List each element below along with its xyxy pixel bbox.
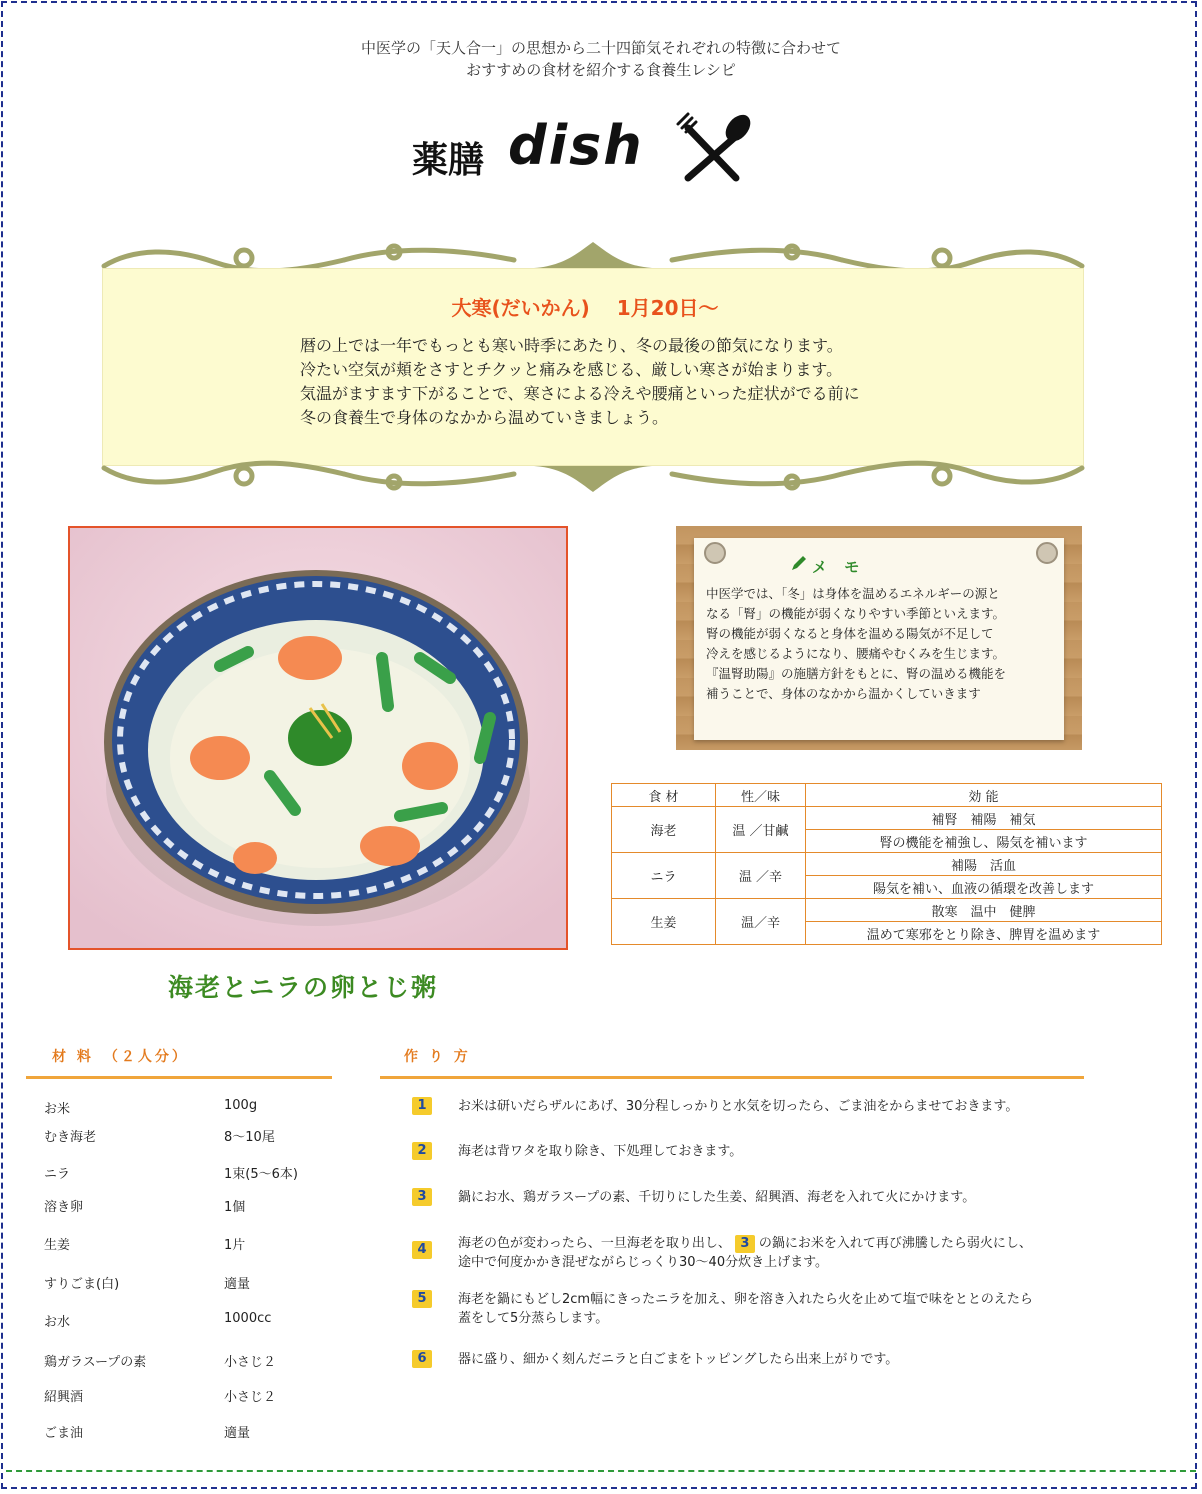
season-title: 大寒(だいかん) 1月20日～ [451,296,719,320]
ingredient-name: 溶き卵 [44,1200,84,1215]
memo-line: 腎の機能が弱くなると身体を温める陽気が不足して [706,626,994,641]
ingredient-row [44,1273,251,1292]
intro-text [0,37,1202,81]
ingredient-name: 生姜 [44,1238,71,1253]
memo-line: 補うことで、身体のなかから温かくしていきます [706,686,981,701]
ingredient-name: お水 [44,1315,71,1330]
step-text [458,1290,1098,1328]
header-nature: 性／味 [716,784,806,807]
table-row [612,807,1162,830]
ingredient-qty: 1片 [224,1238,246,1253]
cell-detail: 温めて寒邪をとり除き、脾胃を温めます [806,922,1162,945]
step-text-part: 蓋をして5分蒸らします。 [458,1311,609,1326]
cell-food: 海老 [612,807,716,853]
step-text: 鍋にお水、鶏ガラスープの素、千切りにした生姜、紹興酒、海老を入れて火にかけます。 [458,1190,976,1205]
ingredient-name: 鶏ガラスープの素 [44,1355,147,1370]
ingredient-row [44,1234,246,1253]
memo-title: メ モ [812,558,866,576]
ingredient-qty: 1束(5～6本) [224,1167,298,1182]
cell-nature: 温 ／甘鹹 [716,807,806,853]
intro-line-2: おすすめの食材を紹介する食養生レシピ [466,61,736,79]
ingredient-qty: 適量 [224,1277,251,1292]
ingredients-divider [26,1076,332,1079]
ingredient-row [44,1163,298,1182]
logo-kanji: 薬膳 [412,140,485,181]
season-line: 気温がますます下がることで、寒さによる冷えや腰痛といった症状がでる前に [300,384,860,403]
cell-nature: 温 ／辛 [716,853,806,899]
cell-effect: 補腎 補陽 補気 [806,807,1162,830]
ingredient-row [44,1386,277,1405]
step-number: 6 [412,1350,432,1368]
memo-body [706,584,1066,704]
season-line: 冬の食養生で身体のなかから温めていきましょう。 [300,408,669,427]
intro-line-1: 中医学の「天人合一」の思想から二十四節気それぞれの特徴に合わせて [360,39,841,57]
ingredient-qty: 1000cc [224,1311,272,1326]
ingredient-row [44,1351,277,1370]
ingredient-qty: 1個 [224,1200,246,1215]
ingredient-row [44,1126,275,1145]
pin-icon [1036,542,1058,564]
table-row [612,853,1162,876]
ingredient-qty: 8～10尾 [224,1130,275,1145]
ingredient-name: むき海老 [44,1130,97,1145]
cell-food: ニラ [612,853,716,899]
cell-effect: 散寒 温中 健脾 [806,899,1162,922]
step-number: 5 [412,1290,432,1308]
ingredient-qty: 適量 [224,1426,251,1441]
header-effect: 効 能 [806,784,1162,807]
ingredients-title: 材 料 （２人分） [52,1049,189,1065]
pin-icon [704,542,726,564]
step-number: 1 [412,1097,432,1115]
ingredient-name: ニラ [44,1167,71,1182]
header-food: 食 材 [612,784,716,807]
ingredient-name: お米 [44,1102,71,1117]
pencil-icon [790,554,808,572]
step-text: 海老は背ワタを取り除き、下処理しておきます。 [458,1144,743,1159]
logo-word: dish [508,114,644,177]
ingredient-name: すりごま(白) [44,1277,120,1292]
dish-name: 海老とニラの卵とじ粥 [168,973,439,1002]
cell-detail: 腎の機能を補強し、陽気を補います [806,830,1162,853]
table-row [612,899,1162,922]
step-text-part: 海老を鍋にもどし2cm幅にきったニラを加え、卵を溶き入れたら火を止めて塩で味をととのえたら [458,1292,1033,1307]
season-line: 冷たい空気が頬をさすとチクッと痛みを感じる、厳しい寒さが始まります。 [300,360,843,379]
step-text-part: 途中で何度かかき混ぜながらじっくり30～40分炊き上げます。 [458,1255,829,1270]
step-text-part: の鍋にお米を入れて再び沸騰したら弱火にし、 [758,1236,1032,1251]
congee-bowl-image [70,528,566,948]
ingredient-row [44,1098,258,1117]
herb-effect-table [611,783,1162,945]
cell-detail: 陽気を補い、血液の循環を改善します [806,876,1162,899]
step-number: 2 [412,1142,432,1160]
method-divider [380,1076,1084,1079]
step-text: お米は研いだらザルにあげ、30分程しっかりと水気を切ったら、ごま油をからませておきます。 [458,1099,1019,1114]
step-reference: 3 [735,1235,755,1253]
step-number: 4 [412,1241,432,1259]
ingredient-name: ごま油 [44,1426,84,1441]
table-header-row [612,784,1162,807]
step-text-part: 海老の色が変わったら、一旦海老を取り出し、 [458,1236,731,1251]
method-title: 作 り 方 [404,1049,471,1065]
cell-effect: 補陽 活血 [806,853,1162,876]
memo-line: 中医学では、「冬」は身体を温めるエネルギーの源と [706,586,1000,601]
ingredient-qty: 小さじ２ [224,1355,277,1370]
cell-nature: 温／辛 [716,899,806,945]
ingredient-name: 紹興酒 [44,1390,84,1405]
ingredient-row [44,1311,272,1330]
step-text [458,1234,1098,1272]
fork-spoon-icon [674,108,752,184]
memo-line: 冷えを感じるようになり、腰痛やむくみを生じます。 [706,646,1006,661]
ornament-bottom [94,456,1092,496]
ingredient-qty: 小さじ２ [224,1390,277,1405]
season-description [300,334,860,430]
step-number: 3 [412,1188,432,1206]
ingredient-qty: 100g [224,1098,258,1113]
memo-line: なる「腎」の機能が弱くなりやすい季節といえます。 [706,606,1006,621]
cell-food: 生姜 [612,899,716,945]
ingredient-row [44,1196,246,1215]
season-line: 暦の上では一年でもっとも寒い時季にあたり、冬の最後の節気になります。 [300,336,843,355]
logo [412,108,752,188]
step-text: 器に盛り、細かく刻んだニラと白ごまをトッピングしたら出来上がりです。 [458,1352,899,1367]
memo-board [676,526,1082,750]
ingredient-row [44,1422,251,1441]
dish-photo [68,526,568,950]
memo-line: 『温腎助陽』の施膳方針をもとに、腎の温める機能を [706,666,1007,681]
bottom-divider [6,1470,1196,1472]
